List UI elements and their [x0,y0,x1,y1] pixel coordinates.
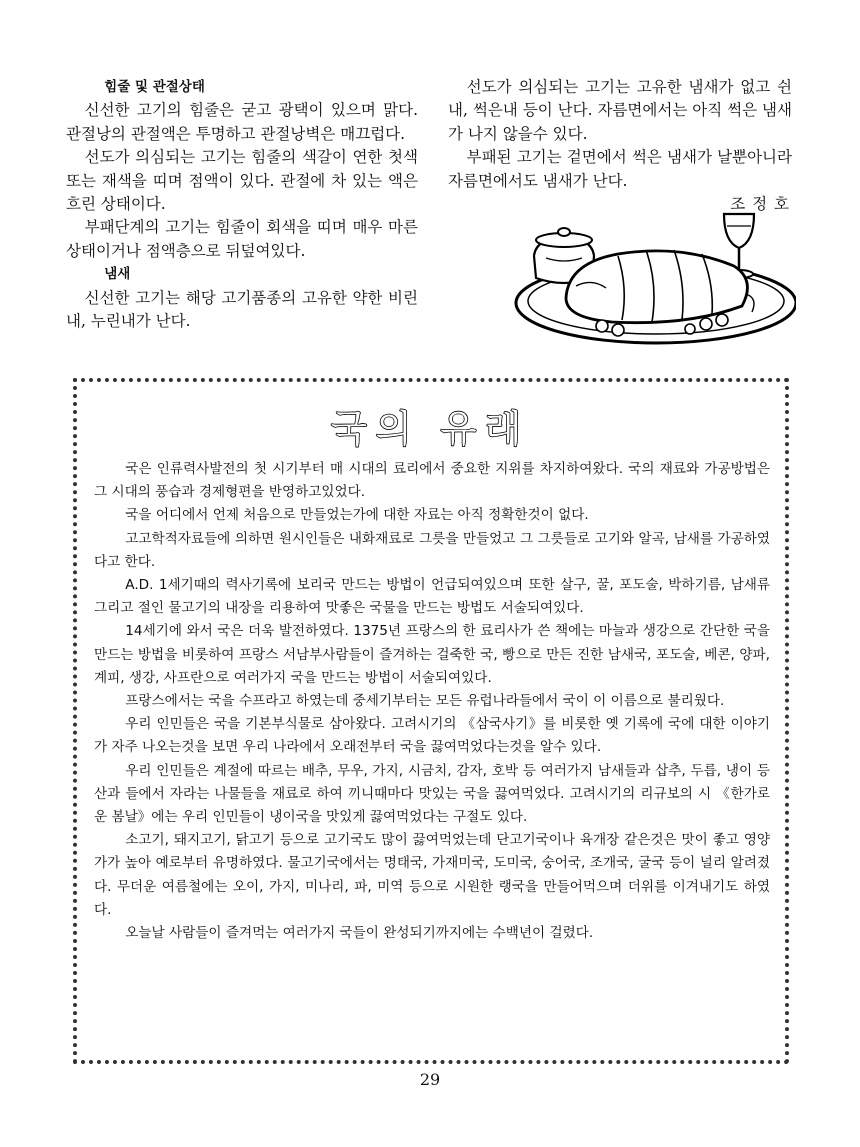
roast-meat-platter-illustration [506,208,796,348]
left-column [66,76,418,333]
article-paragraph: 오늘날 사람들이 즐겨먹는 여러가지 국들이 완성되기까지에는 수백년이 걸렸다. [125,925,594,942]
article-paragraph: 우리 인민들은 국을 기본부식물로 삼아왔다. 고려시기의 《삼국사기》를 비롯한 옛 기록에 국에 대한 이야기가 자주 나오는것을 보면 우리 나라에서 오래전부터 국을 끓여먹었다는것을 알수 있다. [94,716,770,756]
paragraph: 선도가 의심되는 고기는 고유한 냄새가 없고 쉰내, 썩은내 등이 난다. 자름면에서는 아직 썩은 냄새가 나지 않을수 있다. [448,78,792,143]
article-paragraph: 우리 인민들은 계절에 따르는 배추, 무우, 가지, 시금치, 감자, 호박 등 여러가지 남새들과 삽추, 두릅, 냉이 등 산과 들에서 자라는 나물들을 재료로 하여 끼니때마다 맛있는 국을 끓여먹었다. 고려시기의 리규보의 시 《한가로운 봄날》에는 우리 인민들이 냉이국을 맛있게 끓여먹었다는 구절도 있다. [94,762,770,826]
subheading-smell: 냄새 [104,266,131,283]
article-paragraph: 프랑스에서는 국을 수프라고 하였는데 중세기부터는 모든 유럽나라들에서 국이 이 이름으로 불리웠다. [125,693,725,710]
subheading-tendon-joint: 힘줄 및 관절상태 [104,79,205,95]
author-name: 조 정 호 [730,195,790,214]
article-paragraph: 국을 어디에서 언제 처음으로 만들었는가에 대한 자료는 아직 정확한것이 없다. [125,507,589,524]
article-paragraph: 14세기에 와서 국은 더욱 발전하였다. 1375년 프랑스의 한 료리사가 쓴 책에는 마늘과 생강으로 간단한 국을 만드는 방법을 비롯하여 프랑스 서남부사람들이 즐겨하는 걸죽한 국, 빵으로 만든 진한 남새국, 포도술, 베콘, 양파, 계피, 생강, 사프란으로 여러가지 국을 만드는 방법이 서술되여있다. [94,623,770,686]
article-paragraph: 국은 인류력사발전의 첫 시기부터 매 시대의 료리에서 중요한 지위를 차지하여왔다. 국의 재료와 가공방법은 그 시대의 풍습과 경제형편을 반영하고있었다. [94,461,770,501]
paragraph: 부패된 고기는 겉면에서 썩은 냄새가 날뿐아니라 자름면에서도 냄새가 난다. [448,148,792,190]
paragraph: 신선한 고기의 힘줄은 굳고 광택이 있으며 맑다. 관절낭의 관절액은 투명하고 관절낭벽은 매끄럽다. [66,101,418,143]
article-paragraph: A.D. 1세기때의 력사기록에 보리국 만드는 방법이 언급되여있으며 또한 살구, 꿀, 포도술, 박하기름, 남새류 그리고 절인 물고기의 내장을 리용하여 맛좋은 국물을 만드는 방법도 서술되여있다. [94,577,770,617]
paragraph: 부패단계의 고기는 힘줄이 회색을 띠며 매우 마른 상태이거나 점액층으로 뒤덮여있다. [66,218,418,260]
article-title: 국의 유래 [330,407,530,451]
article-body [94,458,770,945]
right-column [448,76,792,216]
paragraph: 선도가 의심되는 고기는 힘줄의 색갈이 연한 첫색 또는 재색을 띠며 점액이 있다. 관절에 차 있는 액은 흐린 상태이다. [66,148,418,214]
article-paragraph: 고고학적자료들에 의하면 원시인들은 내화재료로 그릇을 만들었고 그 그릇들로 고기와 알곡, 남새를 가공하였다고 한다. [94,530,770,570]
page-number: 29 [419,1070,441,1089]
paragraph: 신선한 고기는 해당 고기품종의 고유한 약한 비린내, 누린내가 난다. [66,288,418,331]
article-paragraph: 소고기, 돼지고기, 닭고기 등으로 고기국도 많이 끓여먹었는데 단고기국이나 육개장 같은것은 맛이 좋고 영양가가 높아 예로부터 유명하였다. 물고기국에서는 명태국, 가재미국, 도미국, 숭어국, 조개국, 굴국 등이 널리 알려졌다. 무더운 여름철에는 오이, 가지, 미나리, 파, 미역 등으로 시원한 랭국을 만들어먹으며 더위를 이겨내기도 하였다. [94,832,770,918]
